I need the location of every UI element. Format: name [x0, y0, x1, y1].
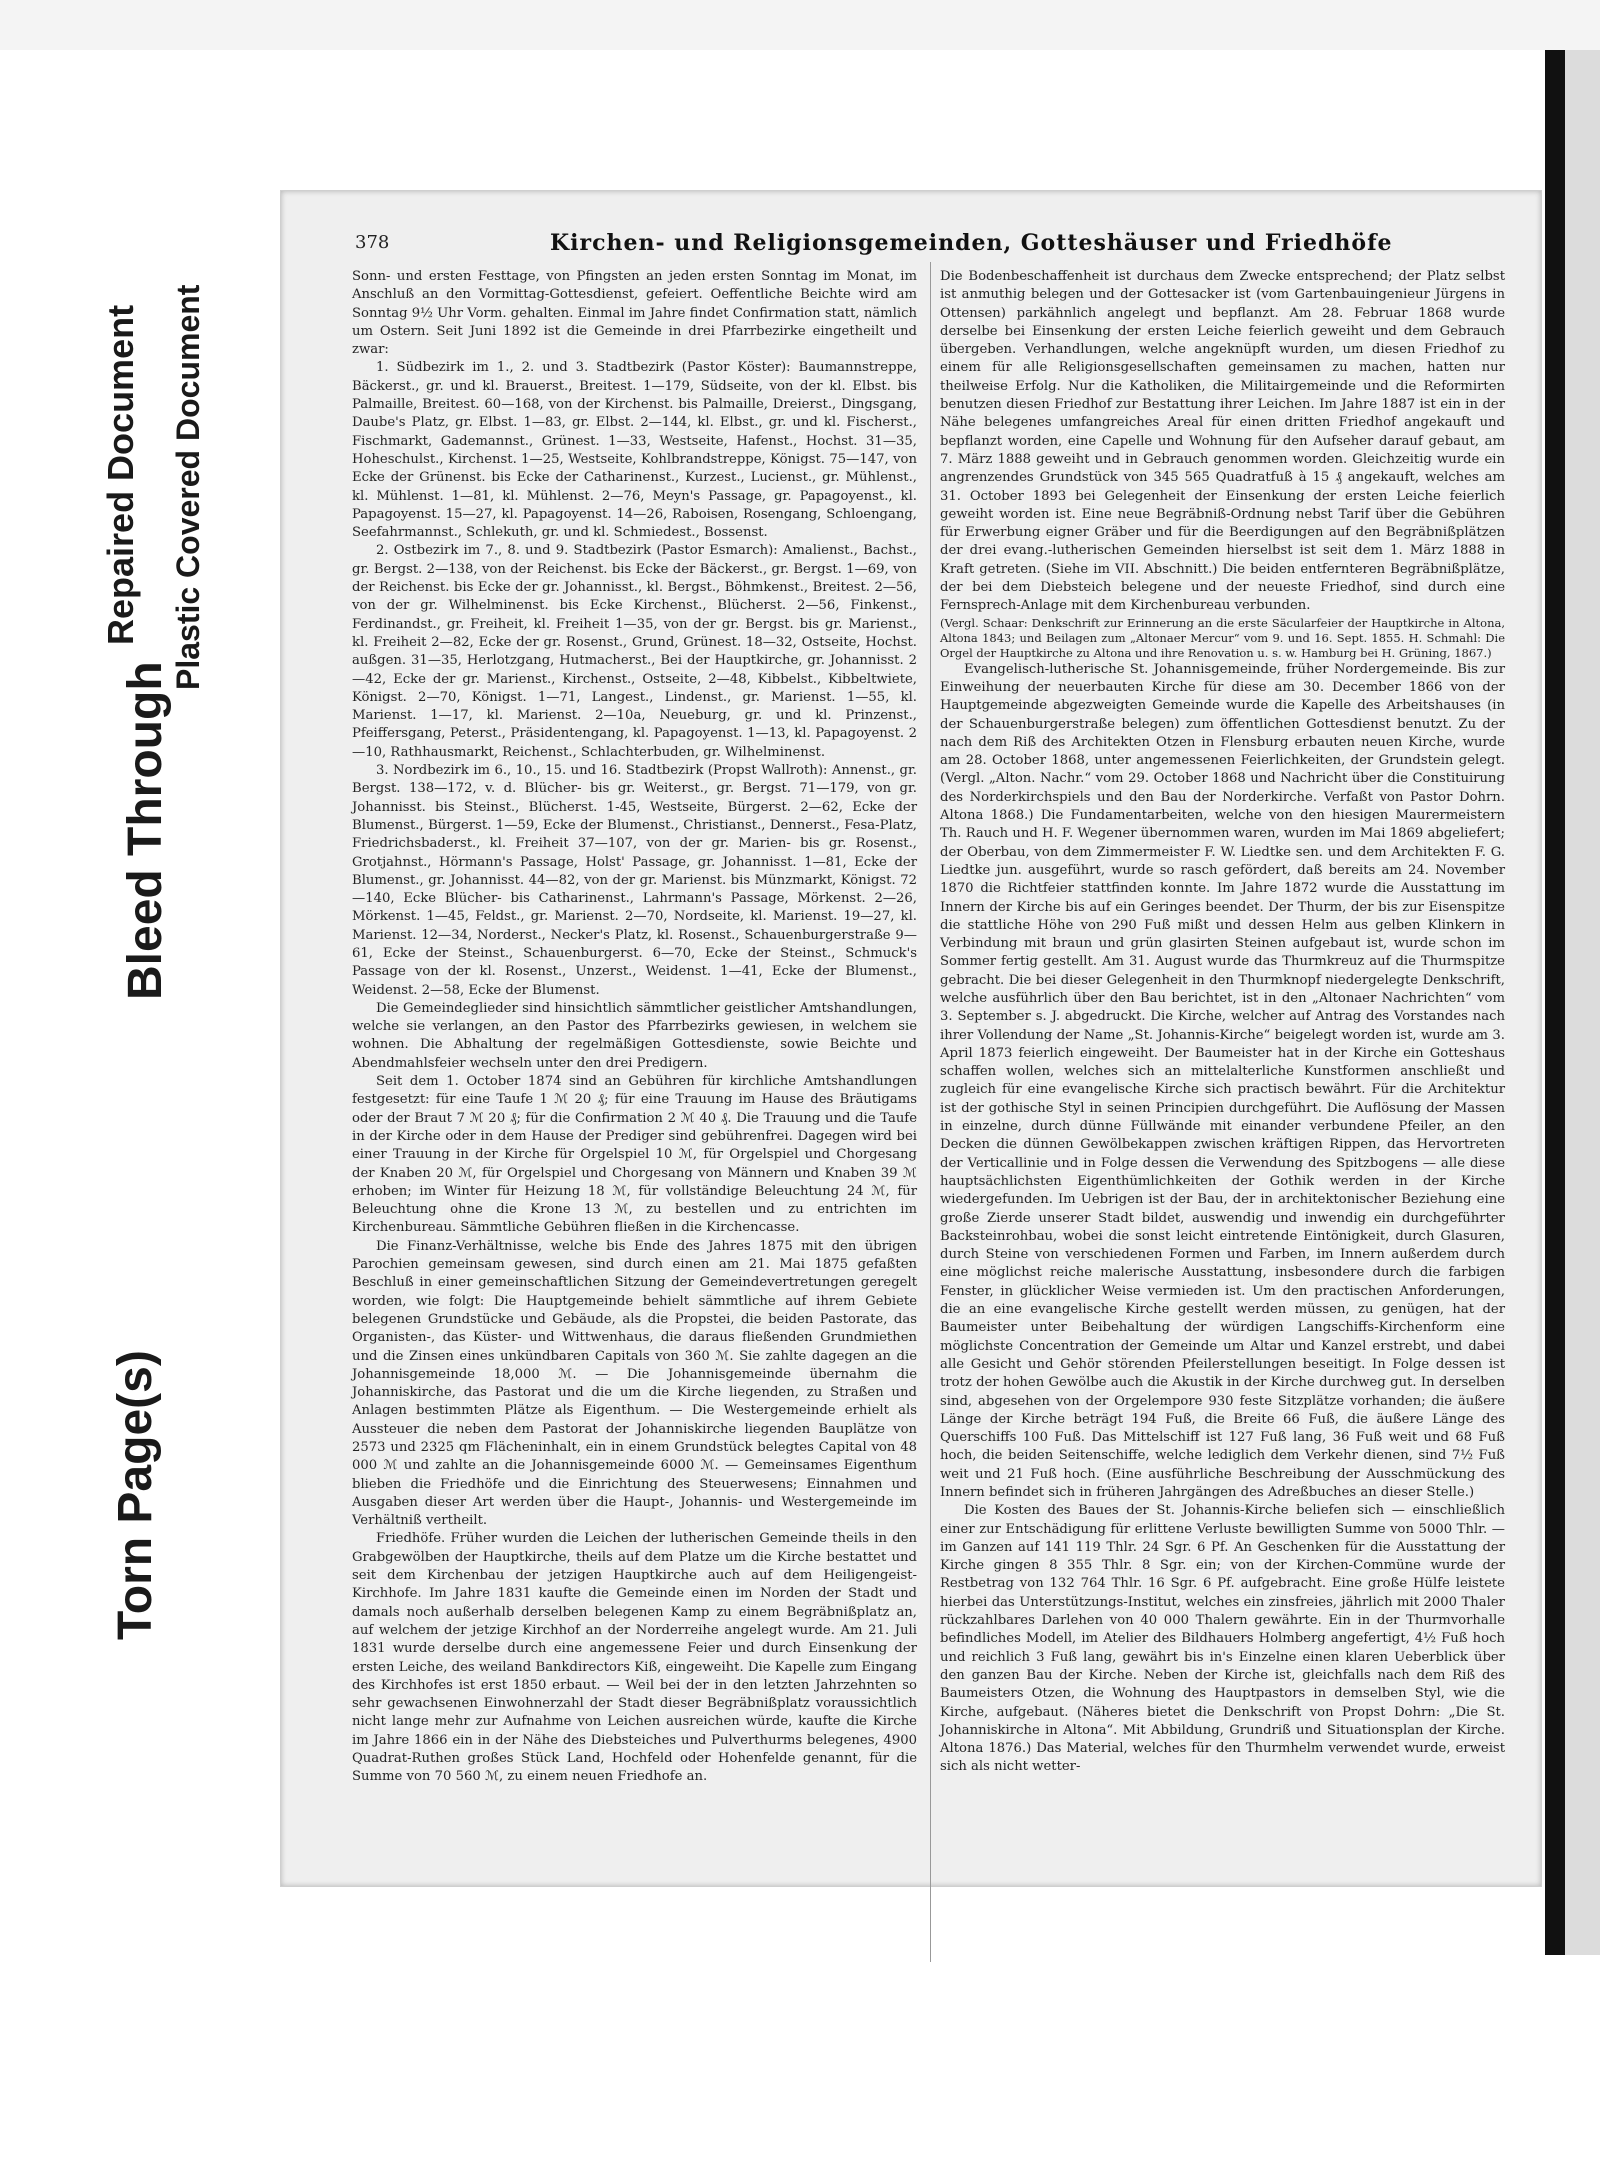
right-paragraph: Evangelisch-lutherische St. Johannisgemeinde, früher Nordergemeinde. Bis zur Einweihung der neuerbauten Kirche für diese am 30. December 1866 von der Hauptgemeinde abgezweigten Gemeinde wurde die Kapelle des Arbeitshauses (in der Schauenburgerstraße belegen) zum öffentlichen Gottesdienst benutzt. Zu der nach dem Riß des Architekten Otzen in Flensburg erbauten neuen Kirche, wurde am 28. October 1868, unter angemessenen Feierlichkeiten, der Grundstein gelegt. (Vergl. „Alton. Nachr.“ vom 29. October 1868 und Nachricht über die Constituirung des Norderkirchspiels und den Bau der Norderkirche. Verfaßt von Pastor Dohrn. Altona 1868.) Die Fundamentarbeiten, welche von den hiesigen Maurermeistern Th. Rauch und H. F. Wegener übernommen waren, wurden im Mai 1869 abgeliefert; der Oberbau, von dem Zimmermeister F. W. Liedtke sen. und dem Architekten F. G. Liedtke jun. ausgeführt, wurde so rasch gefördert, daß bereits am 24. November 1870 die Richtfeier stattfinden konnte. Im Jahre 1872 wurde die Ausstattung im Innern der Kirche bis auf ein Geringes beendet. Der Thurm, der bis zur Eisenspitze die stattliche Höhe von 290 Fuß mißt und dessen Helm aus gelben Klinkern in Verbindung mit braun und grün glasirten Steinen aufgebaut ist, wurde schon im Sommer fertig gestellt. Am 31. August wurde das Thurmkreuz auf die Thurmspitze gebracht. Die bei dieser Gelegenheit in den Thurmknopf niedergelegte Denkschrift, welche ausführlich über den Bau berichtet, ist in den „Altonaer Nachrichten“ vom 3. September s. J. abgedruckt. Die Kirche, welcher auf Antrag des Vorstandes nach ihrer Vollendung der Name „St. Johannis-Kirche“ beigelegt worden ist, wurde am 3. April 1873 feierlich eingeweiht. Der Baumeister hat in der Kirche ein Gotteshaus schaffen wollen, welches sich an mittelalterliche Kunstformen anschließt und zugleich für eine evangelische Kirche sich practisch bewährt. Für die Architektur ist der gothische Styl in seinen Principien durchgeführt. Die Auflösung der Massen in einzelne, durch dünne Füllwände mit einander verbundene Pfeiler, an den Decken die dünnen Gewölbekappen zwischen kräftigen Rippen, das Hervortreten der Verticallinie und in Folge dessen die Verwendung des Spitzbogens — alle diese hauptsächlichsten Eigenthümlichkeiten der Gothik werden in der Kirche wiedergefunden. Im Uebrigen ist der Bau, der in architektonischer Beziehung eine große Zierde unserer Stadt bildet, auswendig und inwendig ein durchgeführter Backsteinrohbau, wobei die sonst leicht eintretende Eintönigkeit, durch Glasuren, durch Steine von verschiedenen Formen und Farben, im Innern außerdem durch eine möglichst reiche malerische Ausstattung, insbesondere durch die farbigen Fenster, in glücklicher Weise vermieden ist. Um den practischen Anforderungen, die an eine evangelische Kirche gestellt werden müssen, zu genügen, hat der Baumeister unter Beibehaltung der würdigen Langschiffs-Kirchenform eine möglichste Concentration der Gemeinde um Altar und Kanzel erstrebt, und dabei alle Gesicht und Gehör störenden Pfeilerstellungen beseitigt. In Folge dessen ist trotz der hohen Gewölbe auch die Akustik in der Kirche durchweg gut. In derselben sind, abgesehen von der Orgelempore 930 feste Sitzplätze vorhanden; die äußere Länge der Kirche beträgt 194 Fuß, die Breite 66 Fuß, die äußere Länge des Querschiffs 100 Fuß. Das Mittelschiff ist 127 Fuß lang, 36 Fuß weit und 68 Fuß hoch, die beiden Seitenschiffe, welche lediglich dem Verkehr dienen, sind 7½ Fuß weit und 21 Fuß hoch. (Eine ausführliche Beschreibung der Ausschmückung des Innern befindet sich in früheren Jahrgängen des Adreßbuches an dieser Stelle.) — [940, 661, 1505, 1500]
left-paragraph: Friedhöfe. Früher wurden die Leichen der lutherischen Gemeinde theils in den Grabgewölben der Hauptkirche, theils auf dem Platze um die Kirche bestattet und seit dem Kirchenbau der jetzigen Hauptkirche auch auf dem Heiligengeist-Kirchhofe. Im Jahre 1831 kaufte die Gemeinde einen im Norden der Stadt und damals noch außerhalb derselben belegenen Kamp zu einem Begräbnißplatz an, auf welchem der jetzige Kirchhof an der Norderreihe angelegt wurde. Am 21. Juli 1831 wurde derselbe durch eine angemessene Feier und durch Einsenkung der ersten Leiche, des weiland Bankdirectors Kiß, eingeweiht. Die Kapelle zum Eingang des Kirchhofes ist erst 1850 erbaut. — Weil bei der in den letzten Jahrzehnten so sehr gewachsenen Einwohnerzahl der Stadt dieser Begräbnißplatz voraussichtlich nicht lange mehr zur Aufnahme von Leichen ausreichen würde, kaufte die Kirche im Jahre 1866 ein in der Nähe des Diebsteiches und Pulverthurms belegenes, 4900 Quadrat-Ruthen großes Stück Land, Hochfeld oder Hohenfelde genannt, für die Summe von 70 560 ℳ, zu einem neuen Friedhofe an. — [352, 1531, 917, 1785]
label-plastic-covered: Plastic Covered Document — [170, 284, 206, 690]
label-repaired-document: Repaired Document — [100, 304, 141, 645]
page-number: 378 — [355, 232, 390, 253]
left-paragraph: Seit dem 1. October 1874 sind an Gebühren für kirchliche Amtshandlungen festgesetzt: für eine Taufe 1 ℳ 20 ₰; für eine Trauung im Hause des Bräutigams oder der Braut 7 ℳ 20 ₰; für die Confirmation 2 ℳ 40 ₰. Die Trauung und die Taufe in der Kirche oder in dem Hause der Prediger sind gebührenfrei. Dagegen wird bei einer Trauung in der Kirche für Orgelspiel 10 ℳ, für Orgelspiel und Chorgesang der Knaben 20 ℳ, für Orgelspiel und Chorgesang von Männern und Knaben 39 ℳ erhoben; im Winter für Heizung 18 ℳ, für vollständige Beleuchtung 24 ℳ, für Beleuchtung ohne die Krone 13 ℳ, zu bestellen und zu entrichten im Kirchenbureau. Sämmtliche Gebühren fließen in die Kirchencasse. — [352, 1074, 917, 1236]
left-paragraph: 1. Südbezirk im 1., 2. und 3. Stadtbezirk (Pastor Köster): Baumannstreppe, Bäckerst., gr. und kl. Brauerst., Breitest. 1—179, Südseite, von der kl. Elbst. bis Palmaille, Breitest. 60—168, von der Kirchenst. bis Palmaille, Dreierst., Dingsgang, Daube's Platz, gr. Elbst. 1—83, gr. Elbst. 2—144, kl. Elbst., gr. und kl. Fischerst., Fischmarkt, Gademannst., Grünest. 1—33, Westseite, Hafenst., Hochst. 31—35, Hoheschulst., Kirchenst. 1—25, Westseite, Kohlbrandstreppe, Königst. 75—147, von Ecke der Grünenst. bis Ecke der Catharinenst., Kurzest., Lucienst., gr. Mühlenst., kl. Mühlenst. 1—81, kl. Mühlenst. 2—76, Meyn's Passage, gr. Papagoyenst., kl. Papagoyenst. 15—27, kl. Papagoyenst. 14—26, Raboisen, Rosengang, Schloengang, Seefahrmannst., Schlekuth, gr. und kl. Schmiedest., Bossenst. — [352, 360, 917, 541]
top-margin — [0, 0, 1600, 50]
left-paragraph: Sonn- und ersten Festtage, von Pfingsten an jeden ersten Sonntag im Monat, im Anschluß an den Vormittag-Gottesdienst, gefeiert. Oeffentliche Beichte wird am Sonntag 9½ Uhr Vorm. gehalten. Einmal im Jahre findet Confirmation statt, nämlich um Ostern. Seit Juni 1892 ist die Gemeinde in drei Pfarrbezirke eingetheilt und zwar: — [352, 269, 917, 358]
right-paragraph: Die Kosten des Baues der St. Johannis-Kirche beliefen sich — einschließlich einer zur Entschädigung für erlittene Verluste bewilligten Summe von 5000 Thlr. — im Ganzen auf 141 119 Thlr. 24 Sgr. 6 Pf. An Geschenken für die Ausstattung der Kirche gingen 8 355 Thlr. 8 Sgr. ein; von der Kirchen-Commüne wurde der Restbetrag von 132 764 Thlr. 16 Sgr. 6 Pf. aufgebracht. Eine große Hülfe leistete hierbei das Unterstützungs-Institut, welches ein zinsfreies, jährlich mit 2000 Thaler rückzahlbares Darlehen von 40 000 Thalern gewährte. Ein in der Thurmvorhalle befindliches Modell, im Atelier des Bildhauers Holmberg angefertigt, 4½ Fuß hoch und reichlich 3 Fuß lang, gewährt bis in's Einzelne einen klaren Ueberblick über den ganzen Bau der Kirche. Neben der Kirche ist, gleichfalls nach dem Riß des Baumeisters Otzen, die Wohnung des Hauptpastors in demselben Styl, wie die Kirche, aufgebaut. (Näheres bietet die Denkschrift von Propst Dohrn: „Die St. Johanniskirche in Altona“. Mit Abbildung, Grundriß und Situationsplan der Kirche. Altona 1876.) Das Material, welches für den Thurmhelm verwendet wurde, erweist sich als nicht wetter- — [940, 1503, 1505, 1775]
right-column — [940, 268, 1505, 1777]
right-margin — [1565, 50, 1600, 1955]
left-paragraph: 2. Ostbezirk im 7., 8. und 9. Stadtbezirk (Pastor Esmarch): Amalienst., Bachst., gr. Bergst. 2—138, von der Reichenst. bis Ecke der Bäckerst., gr. Bergst. 1—69, von der Reichenst. bis Ecke der gr. Johannisst., kl. Bergst., Böhmkenst., Breitest. 2—56, von der gr. Wilhelminenst. bis Ecke Kirchenst., Blücherst. 2—56, Finkenst., Ferdinandst., gr. Freiheit, kl. Freiheit 1—35, von der gr. Bergst. bis gr. Marienst., kl. Freiheit 2—82, Ecke der gr. Rosenst., Grund, Grünest. 18—32, Ostseite, Hochst. außgen. 31—35, Herlotzgang, Hutmacherst., Bei der Hauptkirche, gr. Johannisst. 2—42, Ecke der gr. Marienst., Kirchenst., Ostseite, 2—48, Kibbelst., Kibbeltwiete, Königst. 2—70, Königst. 1—71, Langest., Lindenst., gr. Marienst. 1—55, kl. Marienst. 1—17, kl. Marienst. 2—10a, Neueburg, gr. und kl. Prinzenst., Pfeiffersgang, Peterst., Präsidentengang, kl. Papagoyenst. 1—13, kl. Papagoyenst. 2—10, Rathhausmarkt, Reichenst., Schlachterbuden, gr. Wilhelminenst. — [352, 543, 917, 760]
running-title: Kirchen- und Religionsgemeinden, Gotteshäuser und Friedhöfe — [550, 230, 1393, 256]
label-bleed-through: Bleed Through — [119, 661, 172, 1000]
binding-edge — [1545, 50, 1567, 1955]
left-column — [352, 268, 917, 1787]
page-header — [355, 232, 1465, 264]
left-paragraph: 3. Nordbezirk im 6., 10., 15. und 16. Stadtbezirk (Propst Wallroth): Annenst., gr. Bergst. 138—172, v. d. Blücher- bis gr. Weiterst., gr. Bergst. 71—179, von gr. Johannisst. bis Steinst., Blücherst. 1-45, Westseite, Bürgerst. 2—62, Ecke der Blumenst., Bürgerst. 1—59, Ecke der Blumenst., Christianst., Dennerst., Fesa-Platz, Friedrichsbaderst., kl. Freiheit 37—107, von der gr. Marien- bis gr. Rosenst., Grotjahnst., Hörmann's Passage, Holst' Passage, gr. Johannisst. 1—81, Ecke der Blumenst., gr. Johannisst. 44—82, von der gr. Marienst. bis Münzmarkt, Königst. 72—140, Ecke Blücher- bis Catharinenst., Lahrmann's Passage, Mörkenst. 2—26, Mörkenst. 1—45, Feldst., gr. Marienst. 2—70, Nordseite, kl. Marienst. 19—27, kl. Marienst. 12—34, Norderst., Necker's Platz, kl. Rosenst., Schauenburgerstraße 9—61, Ecke der Steinst., Schauenburgerst. 6—70, Ecke der Steinst., Schmuck's Passage von der kl. Rosenst., Unzerst., Weidenst. 1—41, Ecke der Blumenst., Weidenst. 2—58, Ecke der Blumenst. — [352, 763, 917, 998]
column-divider — [930, 262, 931, 1962]
left-paragraph: Die Finanz-Verhältnisse, welche bis Ende des Jahres 1875 mit den übrigen Parochien gemeinsam gewesen, sind durch einen am 21. Mai 1875 gefaßten Beschluß in einer gemeinschaftlichen Sitzung der Gemeindevertretungen geregelt worden, wie folgt: Die Hauptgemeinde behielt sämmtliche auf ihrem Gebiete belegenen Grundstücke und Gebäude, als die Propstei, die beiden Pastorate, das Organisten-, das Küster- und Wittwenhaus, die daraus fließenden Grundmiethen und die Zinsen eines unkündbaren Capitals von 360 ℳ. Sie zahlte dagegen an die Johannisgemeinde 18,000 ℳ. — Die Johannisgemeinde übernahm die Johanniskirche, das Pastorat und die um die Kirche liegenden, zu Straßen und Anlagen bestimmten Plätze als Eigenthum. — Die Westergemeinde erhielt als Aussteuer die neben dem Pastorat der Johanniskirche liegenden Bauplätze von 2573 und 2325 qm Flächeninhalt, ein in einem Grundstück belegtes Capital von 48 000 ℳ und zahlte an die Johannisgemeinde 6000 ℳ. — Gemeinsames Eigenthum blieben die Friedhöfe und die Einrichtung des Steuerwesens; Einnahmen und Ausgaben dieser Art werden über die Haupt-, Johannis- und Westergemeinde im Verhältniß vertheilt. — [352, 1238, 917, 1529]
reference-note: (Vergl. Schaar: Denkschrift zur Erinnerung an die erste Säcularfeier der Hauptkirche in Altona, Altona 1843; und Beilagen zum „Altonaer Mercur“ vom 9. und 16. Sept. 1855. H. Schmahl: Die Orgel der Hauptkirche zu Altona und ihre Renovation u. s. w. Hamburg bei H. Grüning, 1867.) — [940, 615, 1505, 660]
right-paragraph: Die Bodenbeschaffenheit ist durchaus dem Zwecke entsprechend; der Platz selbst ist anmuthig belegen und der Gottesacker ist (vom Gartenbauingenieur Jürgens in Ottensen) parkähnlich angelegt und bepflanzt. Am 28. Februar 1868 wurde derselbe bei Einsenkung der ersten Leiche feierlich geweiht und dem Gebrauch übergeben. Verhandlungen, welche angeknüpft wurden, um diesen Friedhof zu einem für alle Religionsgesellschaften gemeinsamen zu machen, hatten nur theilweise Erfolg. Nur die Katholiken, die Militairgemeinde und die Reformirten benutzen diesen Friedhof zur Bestattung ihrer Leichen. Im Jahre 1887 ist ein in der Nähe belegenes umfangreiches Areal für einen dritten Friedhof angekauft und bepflanzt worden, eine Capelle und Wohnung für den Aufseher darauf gebaut, am 7. März 1888 geweiht und in Gebrauch genommen worden. Gleichzeitig wurde ein angrenzendes Grundstück von 345 565 Quadratfuß à 15 ₰ angekauft, welches am 31. October 1893 bei Gelegenheit der Einsenkung der ersten Leiche feierlich geweiht worden ist. Eine neue Begräbniß-Ordnung nebst Tarif über die Gebühren für Erwerbung eigner Gräber und für die Beerdigungen auf den Begräbnißplätzen der drei evang.-lutherischen Gemeinden hierselbst ist seit dem 1. März 1888 in Kraft getreten. (Siehe im VII. Abschnitt.) Die beiden entfernteren Begräbnißplätze, der bei dem Diebsteich belegene und der neueste Friedhof, sind durch eine Fernsprech-Anlage mit dem Kirchenbureau verbunden. — [940, 269, 1505, 614]
left-paragraph: Die Gemeindeglieder sind hinsichtlich sämmtlicher geistlicher Amtshandlungen, welche sie verlangen, an den Pastor des Pfarrbezirks gewiesen, in welchem sie wohnen. Die Abhaltung der regelmäßigen Gottesdienste, sowie Beichte und Abendmahlsfeier wechseln unter den drei Predigern. — [352, 1000, 917, 1071]
label-torn-pages: Torn Page(s) — [109, 1350, 162, 1640]
